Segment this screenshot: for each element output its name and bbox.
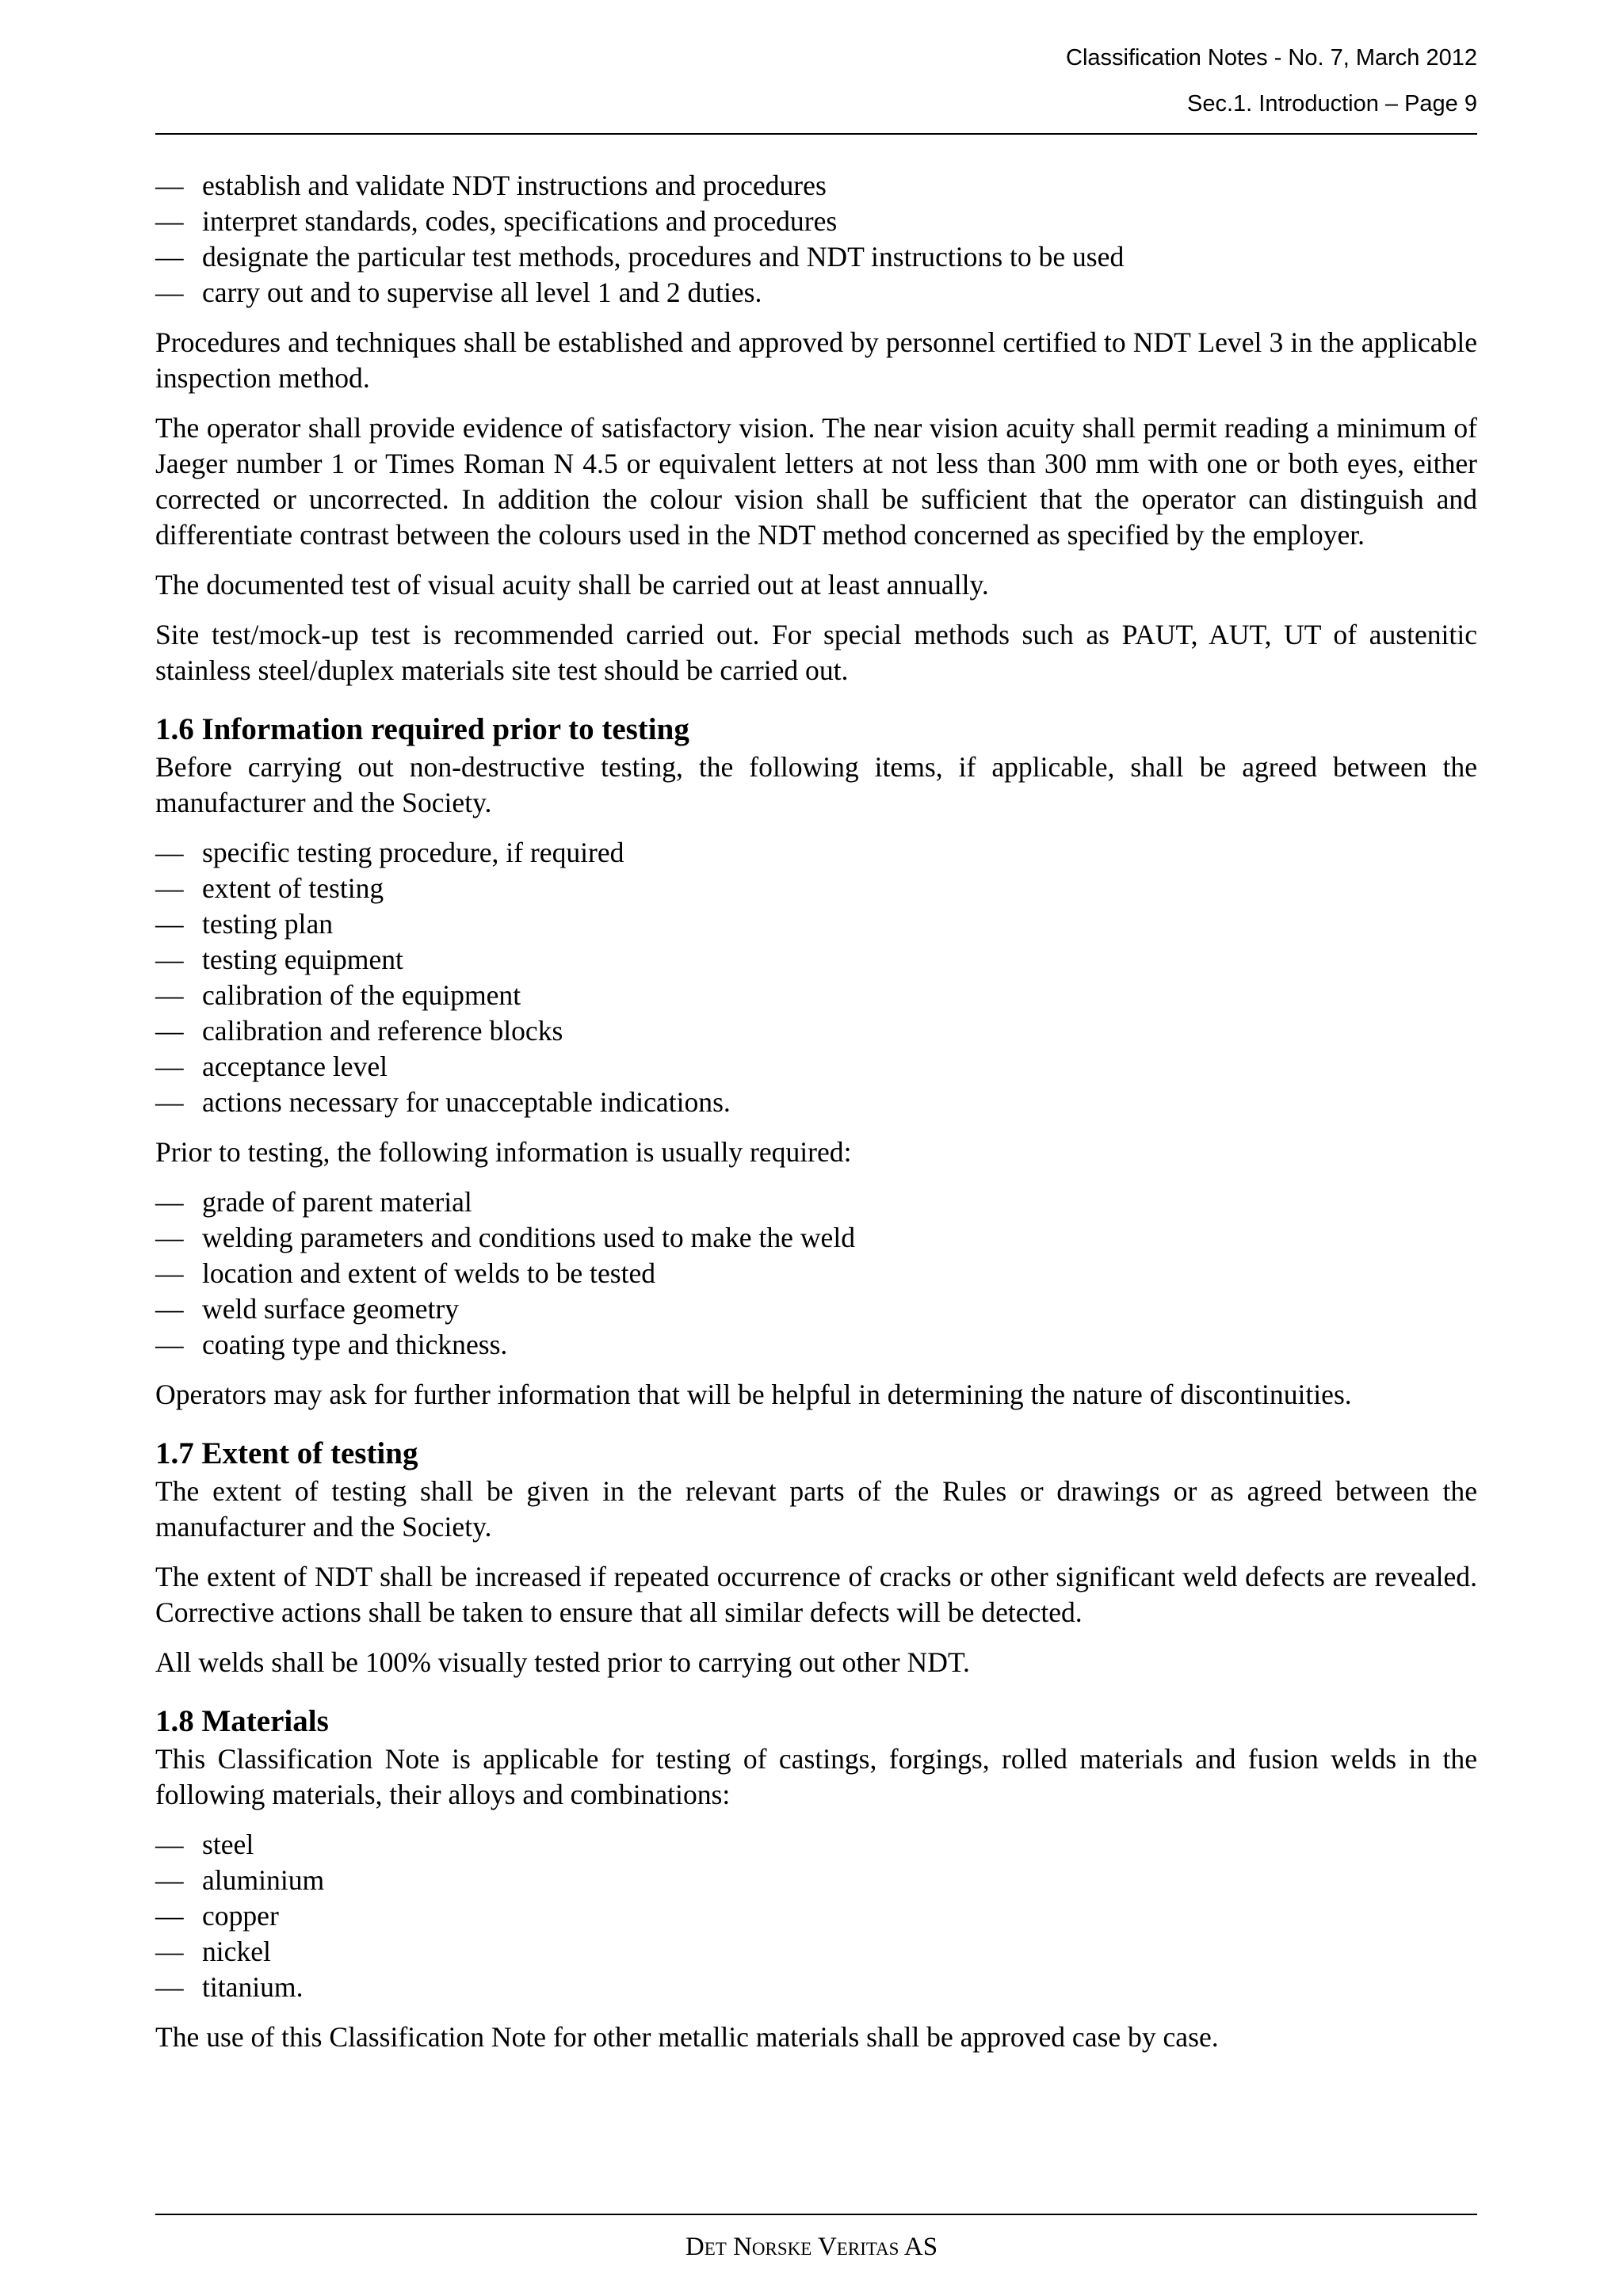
required-info-list — [155, 1184, 1477, 1363]
list-item: — copper — [155, 1898, 1477, 1934]
footer-divider — [155, 2214, 1477, 2215]
list-item: — weld surface geometry — [155, 1291, 1477, 1327]
header-publication: Classification Notes - No. 7, March 2012 — [1066, 45, 1477, 71]
paragraph: The extent of testing shall be given in the relevant parts of the Rules or drawings or as agreed between the manufacturer and the Society. — [155, 1475, 1477, 1543]
list-item: — welding parameters and conditions used to make the weld — [155, 1220, 1477, 1256]
list-item: — calibration of the equipment — [155, 978, 1477, 1013]
list-item: — testing equipment — [155, 942, 1477, 978]
section-heading-1-7: 1.7 Extent of testing — [155, 1436, 418, 1470]
list-item: — aluminium — [155, 1863, 1477, 1898]
paragraph: This Classification Note is applicable for testing of castings, forgings, rolled materials and fusion welds in the following materials, their alloys and combinations: — [155, 1743, 1477, 1810]
list-item: — designate the particular test methods, procedures and NDT instructions to be used — [155, 239, 1477, 275]
paragraph: All welds shall be 100% visually tested prior to carrying out other NDT. — [155, 1646, 970, 1678]
list-item: — acceptance level — [155, 1049, 1477, 1085]
paragraph: Before carrying out non-destructive testing, the following items, if applicable, shall be agreed between the manufacturer and the Society. — [155, 751, 1477, 818]
list-item: — steel — [155, 1827, 1477, 1863]
list-item: — carry out and to supervise all level 1 and 2 duties. — [155, 275, 1477, 311]
materials-list — [155, 1827, 1477, 2005]
paragraph: The use of this Classification Note for other metallic materials shall be approved case by case. — [155, 2021, 1219, 2053]
list-item: — extent of testing — [155, 871, 1477, 906]
section-heading-1-6: 1.6 Information required prior to testing — [155, 712, 689, 746]
list-item: — titanium. — [155, 1970, 1477, 2005]
agreement-items-list — [155, 835, 1477, 1120]
list-item: — specific testing procedure, if required — [155, 835, 1477, 871]
paragraph: Procedures and techniques shall be established and approved by personnel certified to NDT Level 3 in the applicable inspection method. — [155, 326, 1477, 394]
page-footer: Det Norske Veritas AS — [685, 2233, 938, 2261]
paragraph: The extent of NDT shall be increased if repeated occurrence of cracks or other significant weld defects are revealed. Corrective actions shall be taken to ensure that all similar defects will be detected. — [155, 1561, 1477, 1628]
page-header — [155, 41, 1477, 135]
paragraph: Operators may ask for further information that will be helpful in determining the nature of discontinuities. — [155, 1379, 1352, 1410]
list-item: — testing plan — [155, 906, 1477, 942]
list-item: — grade of parent material — [155, 1184, 1477, 1220]
paragraph: The documented test of visual acuity shall be carried out at least annually. — [155, 569, 989, 601]
header-section-page: Sec.1. Introduction – Page 9 — [1187, 91, 1477, 116]
list-item: — calibration and reference blocks — [155, 1013, 1477, 1049]
paragraph: Prior to testing, the following information is usually required: — [155, 1136, 852, 1168]
list-item: — establish and validate NDT instructions and procedures — [155, 168, 1477, 204]
page-body — [155, 168, 1477, 2069]
list-item: — coating type and thickness. — [155, 1327, 1477, 1363]
paragraph: Site test/mock-up test is recommended carried out. For special methods such as PAUT, AUT, UT of austenitic stainless steel/duplex materials site test should be carried out. — [155, 619, 1477, 686]
paragraph: The operator shall provide evidence of satisfactory vision. The near vision acuity shall permit reading a minimum of Jaeger number 1 or Times Roman N 4.5 or equivalent letters at not less than 300 mm with one or both eyes, either corrected or uncorrected. In addition the colour vision shall be sufficient that the operator can distinguish and differentiate contrast between the colours used in the NDT method concerned as specified by the employer. — [155, 412, 1477, 551]
list-item: — nickel — [155, 1934, 1477, 1970]
list-item: — actions necessary for unacceptable indications. — [155, 1085, 1477, 1120]
level3-duties-list — [155, 168, 1477, 311]
list-item: — location and extent of welds to be tested — [155, 1256, 1477, 1291]
section-heading-1-8: 1.8 Materials — [155, 1704, 329, 1738]
list-item: — interpret standards, codes, specifications and procedures — [155, 204, 1477, 239]
